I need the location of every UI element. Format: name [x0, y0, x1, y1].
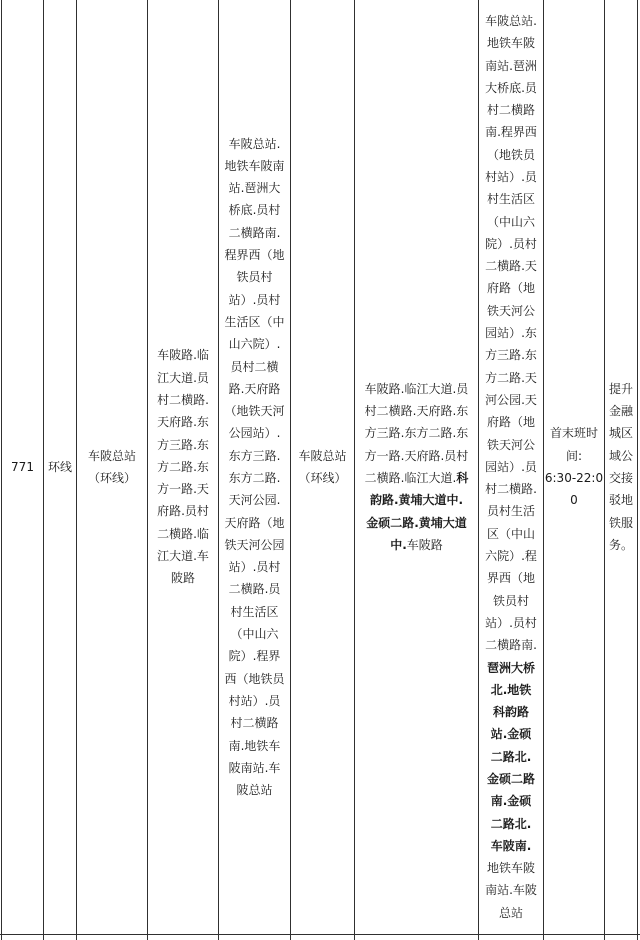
row-divider: [0, 934, 640, 935]
route-type: 环线: [47, 459, 72, 474]
start-station-cell: [77, 0, 147, 934]
return-stops-changed: 琶洲大桥 北.地铁 科韵路 站.金硕 二路北. 金硕二路 南.金硕 二路北. 车陂南.: [486, 660, 535, 853]
outbound-stops: 车陂总站. 地铁车陂南 站.琶洲大 桥底.员村 二横路南. 程界西（地 铁员村 站）.员村 生活区（中 山六院）. 员村二横 路.天府路 （地铁天河 公园站）. 东方三路. 东方二路. 天河公园. 天府路（地 铁天河公园 站）.员村 二横路.员 村生活区 （中山六 院）.程界 西（地铁员 村站）.员 村二横路 南.地铁车 陂南站.车 陂总站: [224, 136, 285, 798]
remark-cell: [605, 0, 637, 934]
service-time-cell: [544, 0, 604, 934]
return-roads-changed: 科 韵路.黄埔大道中. 金硕二路.黄埔大道 中.: [366, 471, 469, 552]
return-roads-tail: 车陂路: [406, 537, 443, 552]
end-station: 车陂总站 （环线）: [298, 448, 347, 485]
return-stops: [485, 10, 537, 924]
route-type-cell: [44, 0, 76, 934]
outbound-roads: 车陂路.临 江大道.员 村二横路. 天府路.东 方三路.东 方二路.东 方一路.天 府路.员村 二横路.临 江大道.车 陂路: [157, 348, 209, 586]
start-station: 车陂总站 （环线）: [87, 448, 136, 485]
route-number-cell: [2, 0, 43, 934]
return-stops-cell: [479, 0, 543, 934]
return-roads-cell: [355, 0, 478, 934]
return-roads: [365, 378, 469, 556]
route-number: 771: [11, 459, 34, 474]
outbound-roads-cell: [148, 0, 218, 934]
end-station-cell: [291, 0, 354, 934]
remark: 提升 金融 城区 域公 交接 驳地 铁服 务。: [608, 381, 633, 552]
outbound-stops-cell: [219, 0, 290, 934]
table-border-right: [637, 0, 638, 940]
return-roads-normal: 车陂路.临江大道.员 村二横路.天府路.东 方三路.东方二路.东 方一路.天府路.员村 二横路.临江大道.: [364, 381, 469, 485]
service-time: 首末班时 间: 6:30-22:0 0: [544, 426, 604, 508]
return-stops-tail: 地铁车陂 南站.车陂 总站: [485, 861, 537, 920]
return-stops-normal: 车陂总站. 地铁车陂 南站.琶洲 大桥底.员 村二横路 南.程界西 （地铁员 村站）.员 村生活区 （中山六 院）.员村 二横路.天 府路（地 铁天河公 园站）.东 方三路.东 方二路.天 河公园.天 府路（地 铁天河公 园站）.员 村二横路. 员村生活 区（中山 六院）.程 界西（地 铁员村 站）.员村 二横路南.: [485, 13, 537, 653]
